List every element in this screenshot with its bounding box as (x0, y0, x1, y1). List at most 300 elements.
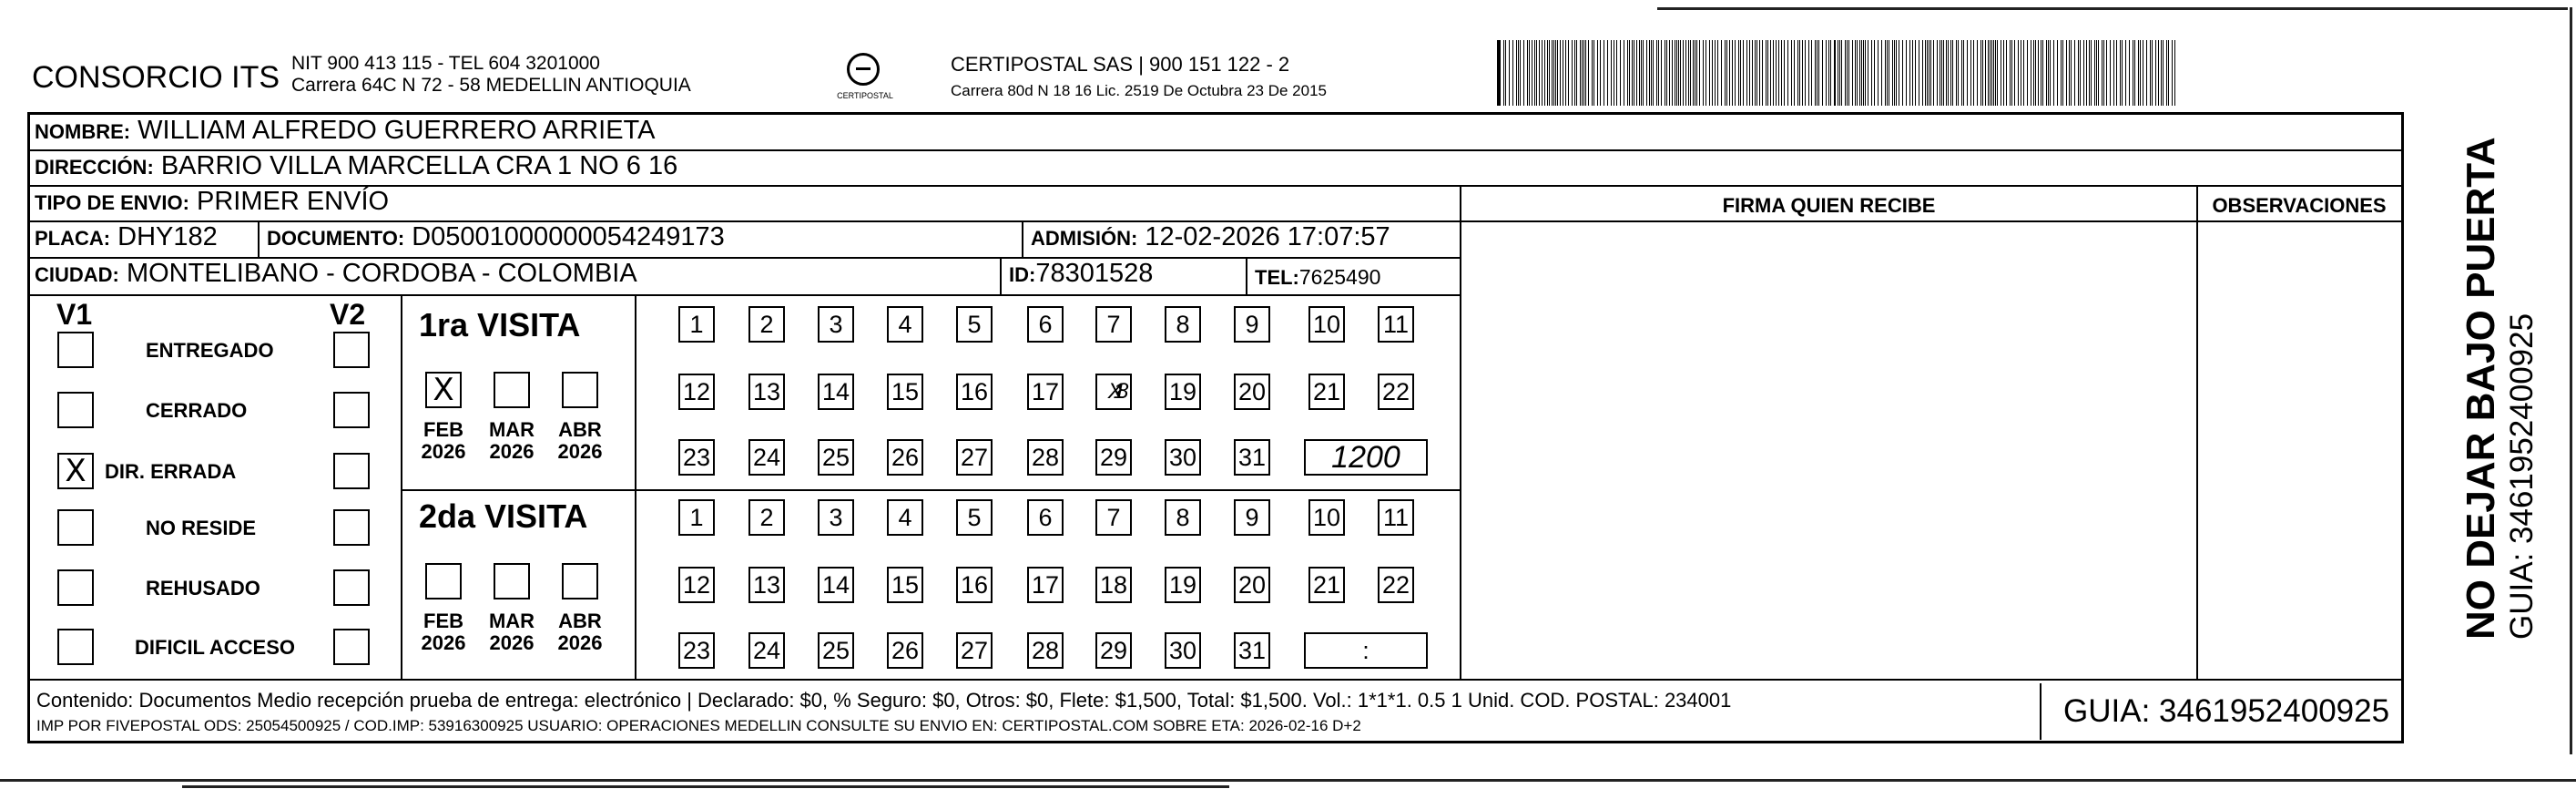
barcode-bar (1915, 40, 1916, 106)
month-year: 2026 (421, 631, 466, 654)
barcode-bar (1585, 40, 1586, 106)
barcode-bar (2035, 40, 2036, 106)
day-box: 28 (1027, 439, 1064, 476)
tel-label: TEL: (1255, 266, 1299, 289)
visit1-title: 1ra VISITA (419, 306, 581, 343)
day-box: 16 (956, 567, 993, 603)
barcode-bar (1721, 40, 1722, 106)
barcode-bar (2174, 40, 2175, 106)
month-year: 2026 (557, 440, 603, 463)
barcode (1497, 40, 2176, 106)
day-box: 12 (678, 374, 715, 410)
barcode-bar (1666, 40, 1667, 106)
barcode-bar (1767, 40, 1768, 106)
barcode-bar (1740, 40, 1741, 106)
barcode-bar (1549, 40, 1550, 106)
month-day-divider (635, 296, 636, 679)
month-checkbox (425, 563, 462, 599)
barcode-bar (1726, 40, 1727, 106)
day-box: 26 (887, 439, 923, 476)
observaciones-header: OBSERVACIONES (2212, 194, 2387, 217)
v2-checkbox (333, 332, 370, 368)
barcode-bar (1523, 40, 1524, 106)
barcode-bar (1646, 40, 1647, 106)
day-box: 22 (1378, 374, 1414, 410)
barcode-bar (1967, 40, 1968, 106)
barcode-bar (1857, 40, 1858, 106)
barcode-bar (2078, 40, 2079, 106)
nombre-label: NOMBRE: (35, 120, 131, 143)
barcode-bar (1709, 40, 1710, 106)
admision-label: ADMISIÓN: (1031, 227, 1138, 250)
month-checkbox: X (425, 372, 462, 408)
barcode-bar (1616, 40, 1617, 106)
barcode-bar (1565, 40, 1566, 106)
day-box: 11 (1378, 306, 1414, 343)
barcode-bar (1990, 40, 1991, 106)
month-checkbox (494, 372, 530, 408)
barcode-bar (1973, 40, 1974, 106)
day-box: 25 (818, 439, 854, 476)
barcode-bar (1542, 40, 1543, 106)
tipo-value: PRIMER ENVÍO (196, 187, 390, 216)
barcode-bar (1952, 40, 1953, 106)
direccion-row (27, 151, 2404, 187)
barcode-bar (1943, 40, 1944, 106)
barcode-bar (2046, 40, 2047, 106)
barcode-bar (1766, 40, 1767, 106)
barcode-bar (1956, 40, 1957, 106)
day-box: 31 (1234, 439, 1270, 476)
barcode-bar (1784, 40, 1785, 106)
month-label: MAR (488, 610, 535, 632)
barcode-bar (1693, 40, 1694, 106)
bottom-cut-line-2 (182, 785, 1229, 788)
barcode-bar (1582, 40, 1583, 106)
day-box: 21 (1308, 374, 1345, 410)
barcode-bar (1509, 40, 1510, 106)
v2-checkbox (333, 509, 370, 546)
barcode-bar (2006, 40, 2007, 106)
barcode-bar (1839, 40, 1840, 106)
barcode-bar (1529, 40, 1530, 106)
barcode-bar (2125, 40, 2126, 106)
barcode-bar (1855, 40, 1856, 106)
barcode-bar (2161, 40, 2162, 106)
visit-split-line (401, 489, 1460, 491)
status-visit-divider (401, 296, 402, 679)
barcode-bar (2102, 40, 2103, 106)
barcode-bar (1752, 40, 1753, 106)
admision-value: 12-02-2026 17:07:57 (1145, 222, 1390, 251)
day-box: X18 (1095, 374, 1132, 410)
id-label: ID: (1009, 263, 1036, 286)
barcode-bar (1993, 40, 1994, 106)
barcode-bar (1560, 40, 1561, 106)
day-box: 24 (748, 632, 785, 669)
barcode-bar (1802, 40, 1803, 106)
tipo-row (27, 187, 1461, 222)
day-box: 10 (1308, 306, 1345, 343)
day-box: 29 (1095, 439, 1132, 476)
barcode-bar (2103, 40, 2104, 106)
barcode-bar (2129, 40, 2130, 106)
barcode-bar (1688, 40, 1689, 106)
barcode-bar (1497, 40, 1501, 106)
barcode-bar (1985, 40, 1986, 106)
barcode-bar (1963, 40, 1964, 106)
barcode-bar (1927, 40, 1928, 106)
barcode-bar (1729, 40, 1730, 106)
month-year: 2026 (489, 631, 535, 654)
barcode-bar (1878, 40, 1879, 106)
barcode-bar (1781, 40, 1782, 106)
day-box: 31 (1234, 632, 1270, 669)
barcode-bar (1705, 40, 1706, 106)
barcode-bar (1787, 40, 1788, 106)
day-box: 25 (818, 632, 854, 669)
day-box: 17 (1027, 374, 1064, 410)
company-address: Carrera 64C N 72 - 58 MEDELLIN ANTIOQUIA (291, 75, 691, 96)
day-box: 15 (887, 374, 923, 410)
barcode-bar (1685, 40, 1686, 106)
barcode-bar (1539, 40, 1540, 106)
barcode-bar (2163, 40, 2164, 106)
company-nit: NIT 900 413 115 - TEL 604 3201000 (291, 53, 600, 74)
barcode-bar (1982, 40, 1983, 106)
barcode-bar (1574, 40, 1575, 106)
status-option-label: REHUSADO (146, 577, 260, 599)
day-box: 27 (956, 632, 993, 669)
barcode-bar (1743, 40, 1744, 106)
day-box: 9 (1234, 499, 1270, 536)
barcode-bar (1755, 40, 1756, 106)
day-box: 14 (818, 374, 854, 410)
barcode-bar (2146, 40, 2147, 106)
barcode-bar (2003, 40, 2004, 106)
day-box: 4 (887, 499, 923, 536)
barcode-bar (1534, 40, 1535, 106)
v1-checkbox (57, 332, 94, 368)
bottom-cut-line (0, 779, 2576, 782)
v1-checkbox (57, 509, 94, 546)
barcode-bar (1712, 40, 1713, 106)
barcode-bar (2080, 40, 2081, 106)
v2-header: V2 (330, 298, 366, 331)
barcode-bar (1583, 40, 1584, 106)
top-border-line (1657, 7, 2568, 10)
status-option-label: CERRADO (146, 399, 248, 422)
barcode-bar (1680, 40, 1681, 106)
barcode-bar (1632, 40, 1633, 106)
barcode-bar (1555, 40, 1556, 106)
barcode-bar (1930, 40, 1931, 106)
barcode-bar (1961, 40, 1962, 106)
visit2-title: 2da VISITA (419, 497, 588, 535)
barcode-bar (1863, 40, 1864, 106)
day-box: 18 (1095, 567, 1132, 603)
day-box: 6 (1027, 306, 1064, 343)
documento-value: D05001000000054249173 (412, 222, 725, 251)
day-box: 17 (1027, 567, 1064, 603)
barcode-bar (1995, 40, 1996, 106)
v1-checkbox: X (57, 453, 94, 489)
barcode-bar (1746, 40, 1747, 106)
barcode-bar (1756, 40, 1757, 106)
v1-checkbox (57, 569, 94, 606)
day-box: 15 (887, 567, 923, 603)
v2-checkbox (333, 629, 370, 665)
barcode-bar (1896, 40, 1897, 106)
logo-icon (847, 53, 880, 86)
day-box: 20 (1234, 567, 1270, 603)
barcode-bar (1661, 40, 1662, 106)
barcode-bar (2053, 40, 2054, 106)
side-guia-text: GUIA: 3461952400925 (2504, 313, 2540, 640)
day-box: 2 (748, 306, 785, 343)
tipo-label: TIPO DE ENVIO: (35, 191, 189, 214)
barcode-bar (1520, 40, 1521, 106)
day-box: 4 (887, 306, 923, 343)
footer-content-line: Contenido: Documentos Medio recepción prueba de entrega: electrónico | Declarado: $0, % Seguro: $0, Otros: $0, Flete: $1,500, Total: $1,500. Vol.: 1*1*1. 0.5 1 Unid. COD. POSTAL: 234001 (36, 689, 1732, 712)
nombre-value: WILLIAM ALFREDO GUERRERO ARRIETA (137, 116, 656, 145)
barcode-bar (2071, 40, 2072, 106)
logo-text: CERTIPOSTAL (837, 91, 893, 100)
month-year: 2026 (489, 440, 535, 463)
barcode-bar (2138, 40, 2139, 106)
barcode-bar (2066, 40, 2067, 106)
barcode-bar (1948, 40, 1949, 106)
day-box: 30 (1165, 632, 1201, 669)
barcode-bar (1717, 40, 1718, 106)
month-year: 2026 (421, 440, 466, 463)
barcode-bar (1735, 40, 1736, 106)
barcode-bar (2023, 40, 2024, 106)
status-option-label: DIFICIL ACCESO (135, 636, 296, 659)
barcode-bar (1597, 40, 1598, 106)
certipostal-logo (829, 46, 901, 108)
v2-checkbox (333, 453, 370, 489)
barcode-bar (1568, 40, 1569, 106)
day-box: 9 (1234, 306, 1270, 343)
barcode-bar (2158, 40, 2159, 106)
status-option-label: NO RESIDE (146, 517, 257, 539)
carrier-address: Carrera 80d N 18 16 Lic. 2519 De Octubra 23 De 2015 (951, 82, 1327, 99)
barcode-bar (1946, 40, 1947, 106)
barcode-bar (1805, 40, 1806, 106)
barcode-bar (1894, 40, 1895, 106)
barcode-bar (1791, 40, 1792, 106)
barcode-bar (1503, 40, 1504, 106)
barcode-bar (1593, 40, 1594, 106)
barcode-bar (2027, 40, 2028, 106)
barcode-bar (2091, 40, 2092, 106)
barcode-bar (2096, 40, 2097, 106)
barcode-bar (1656, 40, 1657, 106)
barcode-bar (1600, 40, 1601, 106)
side-warning (2459, 137, 2540, 640)
barcode-bar (1815, 40, 1816, 106)
barcode-bar (1547, 40, 1548, 106)
v1-header: V1 (56, 298, 93, 331)
barcode-bar (2050, 40, 2051, 106)
barcode-bar (1653, 40, 1654, 106)
barcode-bar (1778, 40, 1779, 106)
barcode-bar (1861, 40, 1862, 106)
barcode-bar (1922, 40, 1923, 106)
barcode-bar (1885, 40, 1886, 106)
barcode-bar (1611, 40, 1612, 106)
day-box: 23 (678, 632, 715, 669)
barcode-bar (1527, 40, 1528, 106)
barcode-bar (1859, 40, 1860, 106)
barcode-bar (1629, 40, 1630, 106)
footer-print-line: IMP POR FIVEPOSTAL ODS: 25054500925 / COD.IMP: 53916300925 USUARIO: OPERACIONES MEDELLIN CONSULTE SU ENVIO EN: CERTIPOSTAL.COM SOBRE ETA: 2026-02-16 D+2 (36, 717, 1361, 734)
v1-checkbox (57, 629, 94, 665)
barcode-bar (1852, 40, 1853, 106)
documento-label: DOCUMENTO: (267, 227, 405, 250)
day-box: 12 (678, 567, 715, 603)
placa-value: DHY182 (117, 222, 218, 251)
barcode-bar (1696, 40, 1697, 106)
barcode-bar (1678, 40, 1679, 106)
barcode-bar (1620, 40, 1621, 106)
day-box: 20 (1234, 374, 1270, 410)
barcode-bar (1641, 40, 1642, 106)
barcode-bar (1937, 40, 1938, 106)
barcode-bar (2134, 40, 2135, 106)
barcode-bar (2152, 40, 2153, 106)
admision-cell (1022, 222, 1390, 259)
barcode-bar (2038, 40, 2039, 106)
barcode-bar (2150, 40, 2151, 106)
barcode-bar (1881, 40, 1882, 106)
barcode-bar (1830, 40, 1831, 106)
footer-top-line (27, 679, 2404, 681)
month-label: ABR (558, 610, 602, 632)
barcode-bar (2057, 40, 2058, 106)
barcode-bar (1669, 40, 1670, 106)
barcode-bar (1871, 40, 1872, 106)
status-option-label: ENTREGADO (146, 339, 274, 362)
barcode-bar (2011, 40, 2012, 106)
barcode-bar (1988, 40, 1989, 106)
nombre-row (27, 116, 2404, 151)
barcode-bar (1636, 40, 1637, 106)
columns-header-line (1460, 220, 2402, 222)
barcode-bar (2069, 40, 2070, 106)
right-border-line (2570, 7, 2572, 754)
barcode-bar (2094, 40, 2095, 106)
month-label: MAR (488, 418, 535, 441)
barcode-bar (2018, 40, 2019, 106)
barcode-bar (1643, 40, 1644, 106)
barcode-bar (1941, 40, 1942, 106)
day-box: 7 (1095, 499, 1132, 536)
barcode-bar (1892, 40, 1893, 106)
barcode-bar (2010, 40, 2011, 106)
barcode-bar (1797, 40, 1798, 106)
barcode-bar (1607, 40, 1608, 106)
day-box: 5 (956, 499, 993, 536)
month-label: ABR (558, 418, 602, 441)
day-box: 24 (748, 439, 785, 476)
barcode-bar (1834, 40, 1836, 106)
barcode-bar (1639, 40, 1640, 106)
barcode-bar (1512, 40, 1513, 106)
barcode-bar (1683, 40, 1684, 106)
carrier-name: CERTIPOSTAL SAS | 900 151 122 - 2 (951, 53, 1290, 76)
month-checkbox (562, 563, 598, 599)
barcode-bar (2140, 40, 2141, 106)
barcode-bar (2086, 40, 2087, 106)
barcode-bar (1845, 40, 1846, 106)
day-box: 30 (1165, 439, 1201, 476)
company-name: CONSORCIO ITS (32, 60, 280, 95)
barcode-bar (2074, 40, 2075, 106)
barcode-bar (2098, 40, 2099, 106)
direccion-label: DIRECCIÓN: (35, 156, 154, 179)
day-box: 26 (887, 632, 923, 669)
barcode-bar (1580, 40, 1581, 106)
day-box: 28 (1027, 632, 1064, 669)
barcode-bar (1557, 40, 1558, 106)
ciudad-label: CIUDAD: (35, 263, 119, 286)
day-box: 19 (1165, 374, 1201, 410)
barcode-bar (2120, 40, 2121, 106)
barcode-bar (1997, 40, 1998, 106)
barcode-bar (1909, 40, 1910, 106)
day-box: 23 (678, 439, 715, 476)
barcode-bar (2033, 40, 2034, 106)
barcode-bar (1749, 40, 1750, 106)
barcode-bar (1848, 40, 1849, 106)
barcode-bar (2172, 40, 2173, 106)
barcode-bar (1715, 40, 1716, 106)
v2-checkbox (333, 392, 370, 428)
day-box: 13 (748, 567, 785, 603)
guia-number: GUIA: 3461952400925 (2040, 683, 2400, 740)
barcode-bar (1553, 40, 1554, 106)
barcode-bar (1874, 40, 1875, 106)
side-warning-text: NO DEJAR BAJO PUERTA (2459, 137, 2503, 640)
barcode-bar (1847, 40, 1848, 106)
firma-header: FIRMA QUIEN RECIBE (1722, 194, 1936, 217)
day-box: 3 (818, 306, 854, 343)
barcode-bar (1703, 40, 1704, 106)
barcode-bar (1676, 40, 1677, 106)
barcode-bar (1658, 40, 1659, 106)
barcode-bar (1773, 40, 1774, 106)
barcode-bar (2155, 40, 2156, 106)
barcode-bar (1762, 40, 1763, 106)
month-year: 2026 (557, 631, 603, 654)
tel-cell (1246, 259, 1460, 296)
time-box: : (1304, 632, 1428, 669)
barcode-bar (1649, 40, 1650, 106)
barcode-bar (2014, 40, 2015, 106)
barcode-bar (1828, 40, 1829, 106)
month-label: FEB (423, 610, 463, 632)
barcode-bar (1991, 40, 1992, 106)
barcode-bar (1690, 40, 1691, 106)
direccion-value: BARRIO VILLA MARCELLA CRA 1 NO 6 16 (160, 151, 678, 180)
barcode-bar (1627, 40, 1628, 106)
time-box: 1200 (1304, 439, 1428, 476)
barcode-bar (2116, 40, 2117, 106)
barcode-bar (1799, 40, 1800, 106)
placa-label: PLACA: (35, 227, 111, 250)
